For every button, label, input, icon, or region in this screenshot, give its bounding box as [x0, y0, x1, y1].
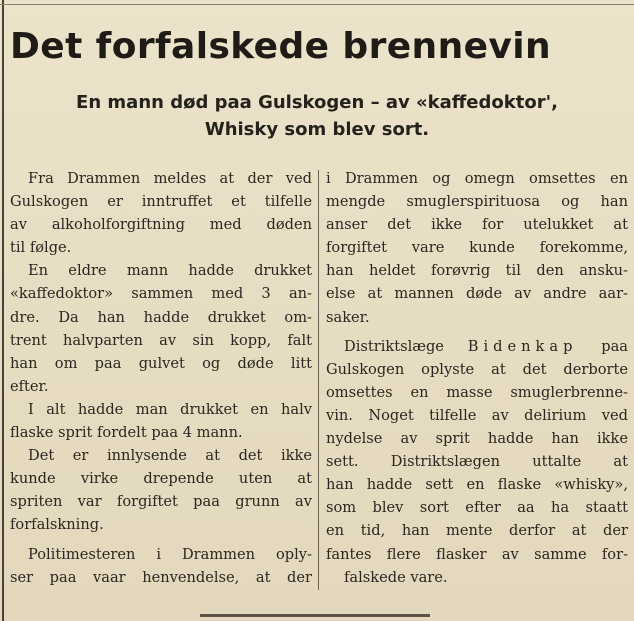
column-divider [318, 170, 319, 590]
text-line: kunde virke drepende uten at [10, 470, 312, 488]
text-line: i Drammen og omegn omsettes en [326, 170, 628, 187]
text-word: paa [601, 337, 628, 355]
text-line: trent halvparten av sin kopp, falt [10, 331, 312, 349]
text-line: til følge. [10, 239, 72, 257]
text-line: av alkoholforgiftning med døden [10, 216, 312, 234]
subheadline-2: Whisky som blev sort. [204, 119, 430, 140]
text-line: Politimesteren i Drammen oply- [28, 545, 312, 563]
text-line: falskede vare. [344, 568, 448, 586]
text-line: nydelse av sprit hadde han ikke [326, 430, 628, 448]
text-line: I alt hadde man drukket en halv [28, 400, 312, 418]
text-line: han hadde sett en flaske «whisky», [326, 476, 628, 494]
text-line: fantes flere flasker av samme for- [326, 545, 628, 563]
text-line: dre. Da han hadde drukket om- [10, 308, 312, 326]
text-line: vin. Noget tilfelle av delirium ved [326, 406, 628, 424]
text-line: efter. [10, 377, 49, 395]
text-line: saker. [326, 308, 370, 326]
text-line: han heldet forøvrig til den ansku- [326, 262, 628, 280]
text-word: Distriktslæge [344, 337, 444, 355]
text-line: som blev sort efter aa ha staatt [326, 499, 628, 517]
text-line: «kaffedoktor» sammen med 3 an- [10, 285, 312, 303]
text-line: ser paa vaar henvendelse, at der [10, 568, 312, 586]
text-line: En eldre mann hadde drukket [28, 262, 312, 280]
right-column [326, 167, 628, 589]
left-column [10, 167, 312, 589]
text-line: flaske sprit fordelt paa 4 mann. [10, 424, 243, 442]
text-line: anser det ikke for utelukket at [326, 216, 628, 234]
text-line: spriten var forgiftet paa grunn av [10, 493, 312, 511]
text-line: mengde smuglerspirituosa og han [326, 193, 628, 211]
text-line [326, 335, 628, 358]
headline: Det forfalskede brennevin [10, 26, 552, 67]
bottom-rule [200, 614, 430, 617]
subheadline-1: En mann død paa Gulskogen – av «kaffedoktor', [76, 92, 558, 113]
text-line: omsettes en masse smuglerbrenne- [326, 383, 628, 401]
text-line: forfalskning. [10, 516, 104, 534]
text-line: sett. Distriktslægen uttalte at [326, 453, 628, 471]
text-line: Gulskogen er inntruffet et tilfelle [10, 193, 312, 211]
text-line: en tid, han mente derfor at der [326, 522, 628, 540]
text-line: Fra Drammen meldes at der ved [28, 170, 312, 187]
text-line: Gulskogen oplyste at det derborte [326, 360, 628, 378]
text-line: forgiftet vare kunde forekomme, [326, 239, 628, 257]
text-line: else at mannen døde av andre aar- [326, 285, 628, 303]
spaced-name: Bidenkap [467, 337, 578, 355]
text-line: han om paa gulvet og døde litt [10, 354, 312, 372]
top-border [0, 4, 634, 5]
text-line: Det er innlysende at det ikke [28, 447, 312, 465]
